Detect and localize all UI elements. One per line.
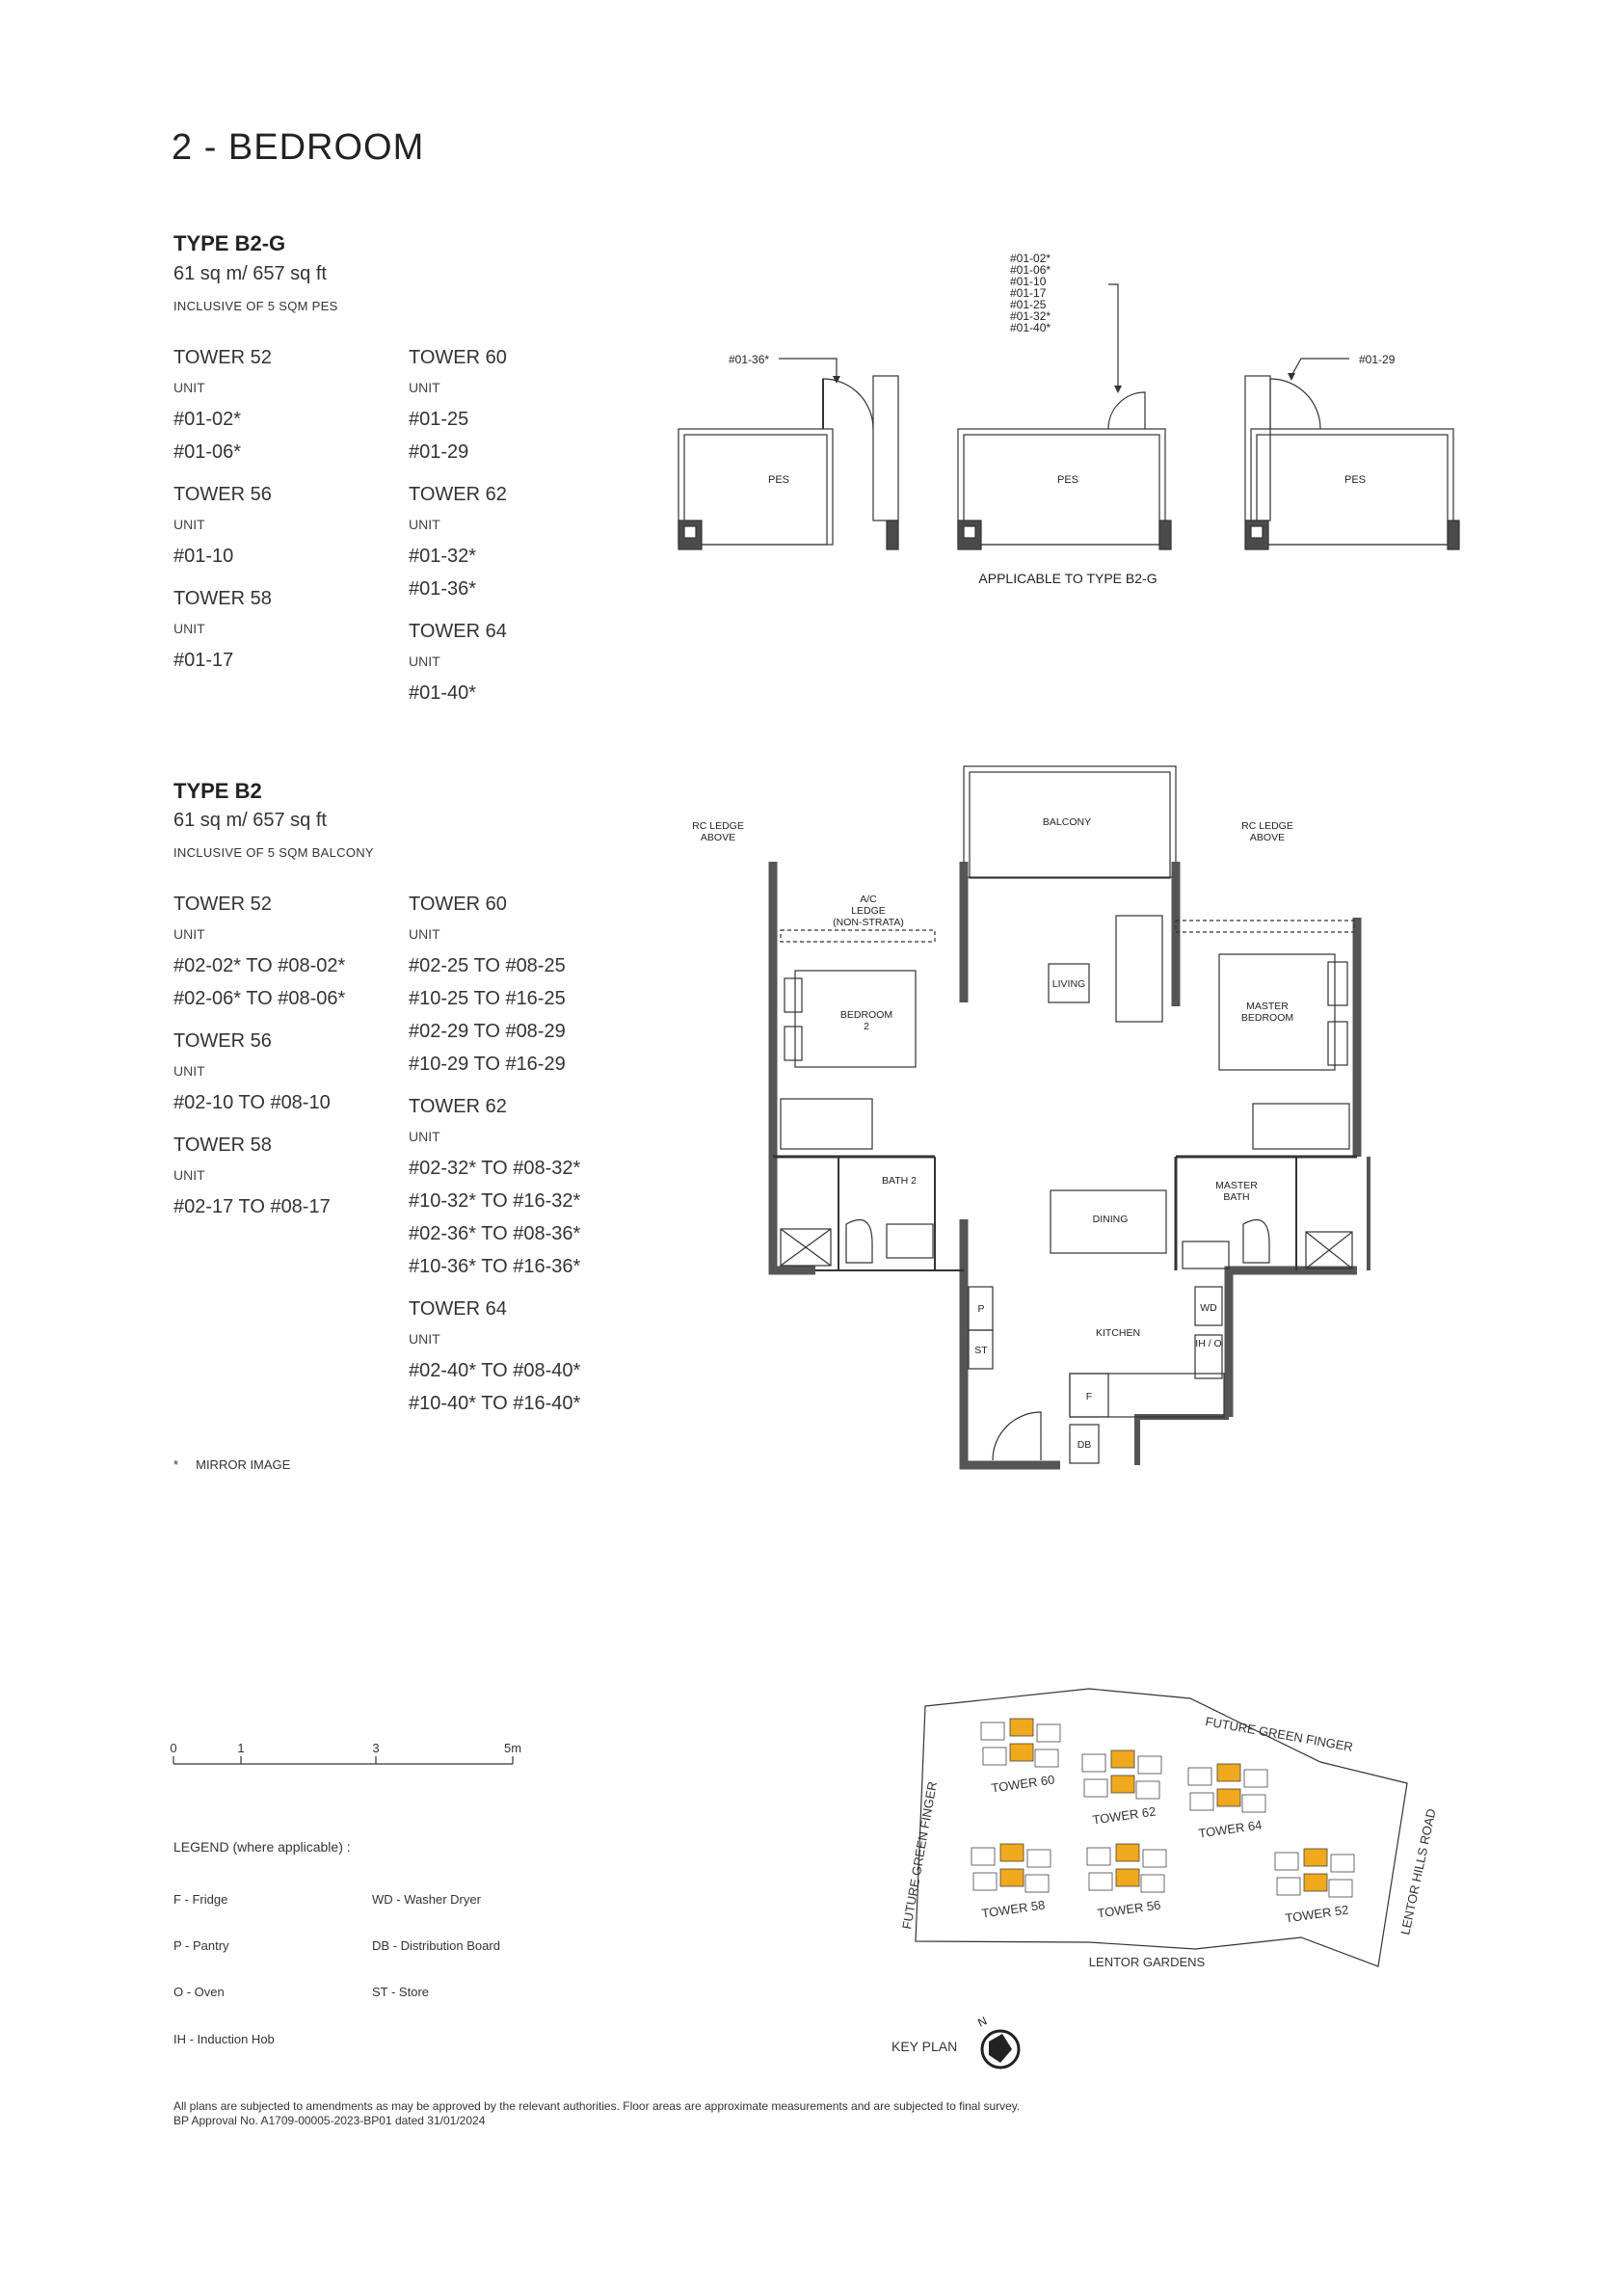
type-b2g-area: 61 sq m/ 657 sq ft <box>173 263 327 284</box>
tower-unit-block <box>1027 1850 1051 1867</box>
future-green-finger-top: FUTURE GREEN FINGER <box>1204 1714 1355 1754</box>
tower-unit-block <box>1025 1875 1049 1892</box>
unit-number: #02-02* TO #08-02* <box>173 955 346 976</box>
tower-unit-block <box>1190 1793 1213 1810</box>
unit-number: #01-06* <box>173 441 242 463</box>
tower-label: TOWER 52 <box>1284 1902 1350 1926</box>
tower-unit-block <box>1116 1869 1139 1886</box>
unit-label: UNIT <box>409 380 440 395</box>
unit-label: UNIT <box>409 1129 440 1144</box>
unit-label: UNIT <box>173 1063 205 1079</box>
type-b2-title: TYPE B2 <box>173 779 262 803</box>
bedroom2-label-2: 2 <box>864 1021 869 1032</box>
rc-ledge-left-1: RC LEDGE <box>692 820 744 832</box>
tower-unit-block <box>1304 1849 1327 1866</box>
pes-label-b-item: #01-32* <box>1010 309 1051 323</box>
disclaimer-line-2: BP Approval No. A1709-00005-2023-BP01 dated 31/01/2024 <box>173 2114 486 2127</box>
tower-unit-block <box>981 1722 1004 1740</box>
north-label: N <box>975 2014 990 2030</box>
tower-block <box>981 1719 1060 1796</box>
tower-group <box>173 1027 345 1119</box>
tower-block <box>971 1844 1051 1921</box>
tower-name: TOWER 64 <box>409 621 507 642</box>
unit-number: #01-25 <box>409 409 469 430</box>
tower-group <box>409 343 507 468</box>
pes-caption: APPLICABLE TO TYPE B2-G <box>978 571 1157 586</box>
type-b2g-column-2 <box>409 343 507 721</box>
tower-unit-block <box>1217 1789 1240 1806</box>
key-plan <box>867 1677 1465 2101</box>
tower-label: TOWER 62 <box>1091 1803 1157 1828</box>
tower-unit-block <box>971 1848 995 1865</box>
type-b2-column-2 <box>409 890 580 1431</box>
tower-name: TOWER 64 <box>409 1298 507 1320</box>
unit-number: #01-17 <box>173 650 234 671</box>
tower-unit-block <box>1275 1853 1298 1870</box>
pes-label-b-group <box>1010 252 1051 334</box>
living-label: LIVING <box>1051 978 1086 990</box>
master-bedroom-1: MASTER <box>1246 1001 1289 1012</box>
unit-label: UNIT <box>173 517 205 532</box>
tower-block <box>1087 1844 1166 1921</box>
tower-group <box>173 480 272 573</box>
tower-block <box>1082 1750 1161 1828</box>
unit-number: #10-32* TO #16-32* <box>409 1190 581 1212</box>
ac-ledge-2: LEDGE <box>851 905 886 917</box>
tower-unit-block <box>1138 1756 1161 1774</box>
unit-number: #02-36* TO #08-36* <box>409 1223 581 1244</box>
legend-washer-dryer: WD - Washer Dryer <box>372 1892 481 1907</box>
tower-name: TOWER 52 <box>173 894 272 915</box>
tower-name: TOWER 56 <box>173 484 272 505</box>
tower-name: TOWER 62 <box>409 1096 507 1117</box>
tower-name: TOWER 56 <box>173 1030 272 1052</box>
tower-blocks <box>971 1719 1354 1926</box>
tower-name: TOWER 60 <box>409 347 507 368</box>
tower-unit-block <box>1242 1795 1265 1812</box>
legend-pantry: P - Pantry <box>173 1938 229 1953</box>
db-label: DB <box>1077 1439 1092 1451</box>
unit-number: #01-10 <box>173 546 234 567</box>
unit-number: #10-29 TO #16-29 <box>409 1054 566 1075</box>
key-plan-label: KEY PLAN <box>891 2039 958 2054</box>
unit-number: #01-36* <box>409 578 477 600</box>
pes-label-b-item: #01-10 <box>1010 275 1047 288</box>
pes-label-b-item: #01-02* <box>1010 252 1051 265</box>
scale-bar <box>164 1735 530 1774</box>
unit-number: #02-29 TO #08-29 <box>409 1021 566 1042</box>
tower-group <box>409 890 580 1081</box>
north-icon <box>975 2014 1019 2068</box>
unit-label: UNIT <box>173 926 205 942</box>
unit-number: #01-40* <box>409 682 477 704</box>
tower-group <box>173 1131 345 1223</box>
tower-group <box>409 1295 580 1420</box>
unit-label: UNIT <box>409 926 440 942</box>
tower-group <box>409 1092 580 1283</box>
tower-unit-block <box>1037 1724 1060 1742</box>
pes-label-a: #01-36* <box>729 353 770 366</box>
pes-c-label: PES <box>1344 474 1367 486</box>
tower-group <box>173 584 272 677</box>
unit-number: #01-02* <box>173 409 242 430</box>
legend-store: ST - Store <box>372 1985 430 1999</box>
type-b2g-column-1 <box>173 343 272 688</box>
unit-number: #10-36* TO #16-36* <box>409 1256 581 1277</box>
tower-block <box>1188 1764 1267 1841</box>
tower-group <box>173 890 345 1015</box>
tower-group <box>409 480 507 605</box>
tower-label: TOWER 60 <box>990 1772 1056 1796</box>
lentor-gardens: LENTOR GARDENS <box>1088 1955 1206 1969</box>
kitchen-label: KITCHEN <box>1095 1327 1141 1339</box>
tower-unit-block <box>1116 1844 1139 1861</box>
rc-ledge-right-1: RC LEDGE <box>1241 820 1293 832</box>
scale-tick-5: 5m <box>503 1741 522 1755</box>
tower-unit-block <box>1217 1764 1240 1781</box>
pes-diagram <box>626 246 1494 593</box>
tower-unit-block <box>1000 1869 1024 1886</box>
tower-name: TOWER 62 <box>409 484 507 505</box>
tower-unit-block <box>1277 1878 1300 1895</box>
unit-number: #02-25 TO #08-25 <box>409 955 566 976</box>
unit-label: UNIT <box>173 621 205 636</box>
legend-oven: O - Oven <box>173 1985 225 1999</box>
tower-unit-block <box>1304 1874 1327 1891</box>
lentor-hills-road: LENTOR HILLS ROAD <box>1397 1806 1439 1936</box>
unit-number: #01-32* <box>409 546 477 567</box>
scale-tick-0: 0 <box>170 1741 177 1755</box>
scale-tick-3: 3 <box>372 1741 380 1755</box>
unit-label: UNIT <box>173 1167 205 1183</box>
master-bath-1: MASTER <box>1215 1180 1258 1191</box>
tower-label: TOWER 64 <box>1197 1817 1264 1841</box>
unit-label: UNIT <box>173 380 205 395</box>
tower-unit-block <box>1084 1779 1107 1797</box>
tower-unit-block <box>1000 1844 1024 1861</box>
tower-group <box>409 617 507 709</box>
rc-ledge-left-2: ABOVE <box>700 832 736 843</box>
unit-label: UNIT <box>409 654 440 669</box>
unit-number: #02-32* TO #08-32* <box>409 1158 581 1179</box>
rc-ledge-right-2: ABOVE <box>1249 832 1286 843</box>
unit-number: #02-10 TO #08-10 <box>173 1092 331 1113</box>
tower-block <box>1275 1849 1354 1926</box>
legend-title: LEGEND (where applicable) : <box>173 1839 351 1855</box>
tower-unit-block <box>1082 1754 1105 1772</box>
tower-unit-block <box>1035 1749 1058 1767</box>
ac-ledge-1: A/C <box>860 894 877 905</box>
unit-number: #02-40* TO #08-40* <box>409 1360 581 1381</box>
pes-label-b-item: #01-25 <box>1010 298 1047 311</box>
tower-name: TOWER 58 <box>173 1135 272 1156</box>
tower-unit-block <box>1111 1775 1134 1793</box>
unit-number: #02-17 TO #08-17 <box>173 1196 331 1217</box>
disclaimer-line-1: All plans are subjected to amendments as may be approved by the relevant authorities. Floor areas are approximate measurements and are subjected to final survey. <box>173 2099 1021 2113</box>
tower-unit-block <box>973 1873 997 1890</box>
tower-unit-block <box>1244 1770 1267 1787</box>
tower-unit-block <box>1331 1855 1354 1872</box>
tower-name: TOWER 58 <box>173 588 272 609</box>
tower-group <box>173 343 272 468</box>
bedroom2-label-1: BEDROOM <box>839 1009 893 1021</box>
tower-name: TOWER 52 <box>173 347 272 368</box>
tower-unit-block <box>1089 1873 1112 1890</box>
ih-o-label: IH / O <box>1195 1338 1222 1349</box>
tower-name: TOWER 60 <box>409 894 507 915</box>
unit-label: UNIT <box>409 1331 440 1347</box>
type-b2-column-1 <box>173 890 345 1235</box>
unit-number: #10-25 TO #16-25 <box>409 988 566 1009</box>
pes-label-c: #01-29 <box>1359 353 1396 366</box>
dining-label: DINING <box>1092 1214 1129 1225</box>
unit-number: #10-40* TO #16-40* <box>409 1393 581 1414</box>
tower-label: TOWER 58 <box>980 1897 1047 1921</box>
tower-unit-block <box>1111 1750 1134 1768</box>
unit-label: UNIT <box>409 517 440 532</box>
pes-label-b-item: #01-17 <box>1010 286 1047 300</box>
wd-label: WD <box>1200 1302 1217 1314</box>
type-b2-inclusive: INCLUSIVE OF 5 SQM BALCONY <box>173 845 374 860</box>
store-label: ST <box>974 1345 988 1356</box>
pantry-label: P <box>977 1303 985 1315</box>
fridge-label: F <box>1085 1391 1093 1402</box>
bath2-label: BATH 2 <box>882 1175 917 1187</box>
tower-unit-block <box>1188 1768 1211 1785</box>
legend-distribution-board: DB - Distribution Board <box>372 1938 500 1953</box>
balcony-label: BALCONY <box>1042 816 1092 828</box>
type-b2g-title: TYPE B2-G <box>173 231 286 255</box>
page-title: 2 - BEDROOM <box>172 127 425 168</box>
type-b2-area: 61 sq m/ 657 sq ft <box>173 810 327 831</box>
tower-unit-block <box>1141 1875 1164 1892</box>
master-bath-2: BATH <box>1223 1191 1250 1203</box>
pes-b-label: PES <box>1056 474 1079 486</box>
floor-plan <box>675 752 1388 1484</box>
tower-unit-block <box>1010 1744 1033 1761</box>
tower-unit-block <box>1136 1781 1159 1799</box>
tower-unit-block <box>1329 1880 1352 1897</box>
tower-unit-block <box>983 1748 1006 1765</box>
future-green-finger-left: FUTURE GREEN FINGER <box>899 1779 940 1931</box>
legend-fridge: F - Fridge <box>173 1892 228 1907</box>
legend-induction-hob: IH - Induction Hob <box>173 2032 275 2046</box>
pes-label-b-item: #01-06* <box>1010 263 1051 277</box>
ac-ledge-3: (NON-STRATA) <box>833 917 904 928</box>
unit-number: #02-06* TO #08-06* <box>173 988 346 1009</box>
type-b2g-inclusive: INCLUSIVE OF 5 SQM PES <box>173 299 338 313</box>
pes-label-b-item: #01-40* <box>1010 321 1051 334</box>
pes-a-label: PES <box>767 474 790 486</box>
tower-unit-block <box>1010 1719 1033 1736</box>
tower-unit-block <box>1087 1848 1110 1865</box>
tower-unit-block <box>1143 1850 1166 1867</box>
scale-tick-1: 1 <box>237 1741 245 1755</box>
master-bedroom-2: BEDROOM <box>1240 1012 1294 1024</box>
mirror-image-note: * MIRROR IMAGE <box>173 1457 291 1472</box>
tower-label: TOWER 56 <box>1096 1897 1162 1921</box>
unit-number: #01-29 <box>409 441 469 463</box>
